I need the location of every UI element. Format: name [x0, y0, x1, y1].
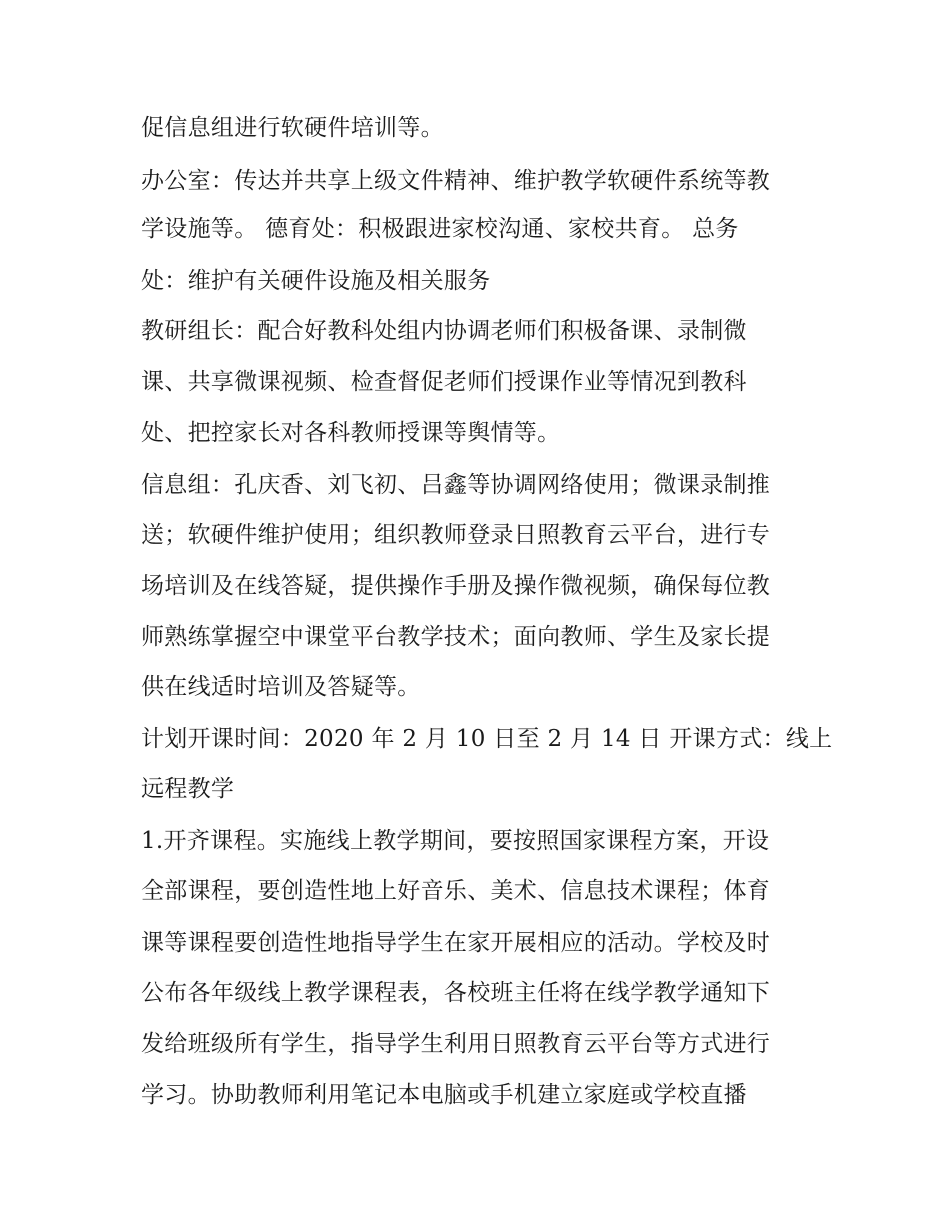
text-line: 课等课程要创造性地指导学生在家开展相应的活动。学校及时 [141, 930, 771, 956]
text-line: 计划开课时间：2020 年 2 月 10 日至 2 月 14 日 开课方式：线上 [141, 726, 833, 752]
text-line: 1.开齐课程。实施线上教学期间，要按照国家课程方案，开设 [141, 828, 770, 854]
text-line: 发给班级所有学生，指导学生利用日照教育云平台等方式进行 [141, 1031, 771, 1057]
text-line: 处、把控家长对各科教师授课等舆情等。 [141, 420, 561, 446]
text-line: 教研组长：配合好教科处组内协调老师们积极备课、录制微 [141, 318, 747, 344]
text-line: 供在线适时培训及答疑等。 [141, 674, 421, 700]
text-line: 远程教学 [141, 776, 235, 802]
text-line: 送；软硬件维护使用；组织教师登录日照教育云平台，进行专 [141, 522, 771, 548]
text-line: 师熟练掌握空中课堂平台教学技术；面向教师、学生及家长提 [141, 624, 771, 650]
text-line: 公布各年级线上教学课程表，各校班主任将在线学教学通知下 [141, 980, 771, 1006]
text-line: 全部课程，要创造性地上好音乐、美术、信息技术课程；体育 [141, 878, 771, 904]
text-line: 促信息组进行软硬件培训等。 [141, 115, 444, 141]
text-line: 办公室：传达并共享上级文件精神、维护教学软硬件系统等教 [141, 168, 771, 194]
text-line: 处：维护有关硬件设施及相关服务 [141, 268, 491, 294]
text-line: 学习。协助教师利用笔记本电脑或手机建立家庭或学校直播 [141, 1082, 747, 1108]
text-line: 信息组：孔庆香、刘飞初、吕鑫等协调网络使用；微课录制推 [141, 472, 771, 498]
text-line: 课、共享微课视频、检查督促老师们授课作业等情况到教科 [141, 369, 747, 395]
text-line: 场培训及在线答疑，提供操作手册及操作微视频，确保每位教 [141, 573, 771, 599]
text-line: 学设施等。 德育处：积极跟进家校沟通、家校共育。 总务 [141, 216, 739, 242]
